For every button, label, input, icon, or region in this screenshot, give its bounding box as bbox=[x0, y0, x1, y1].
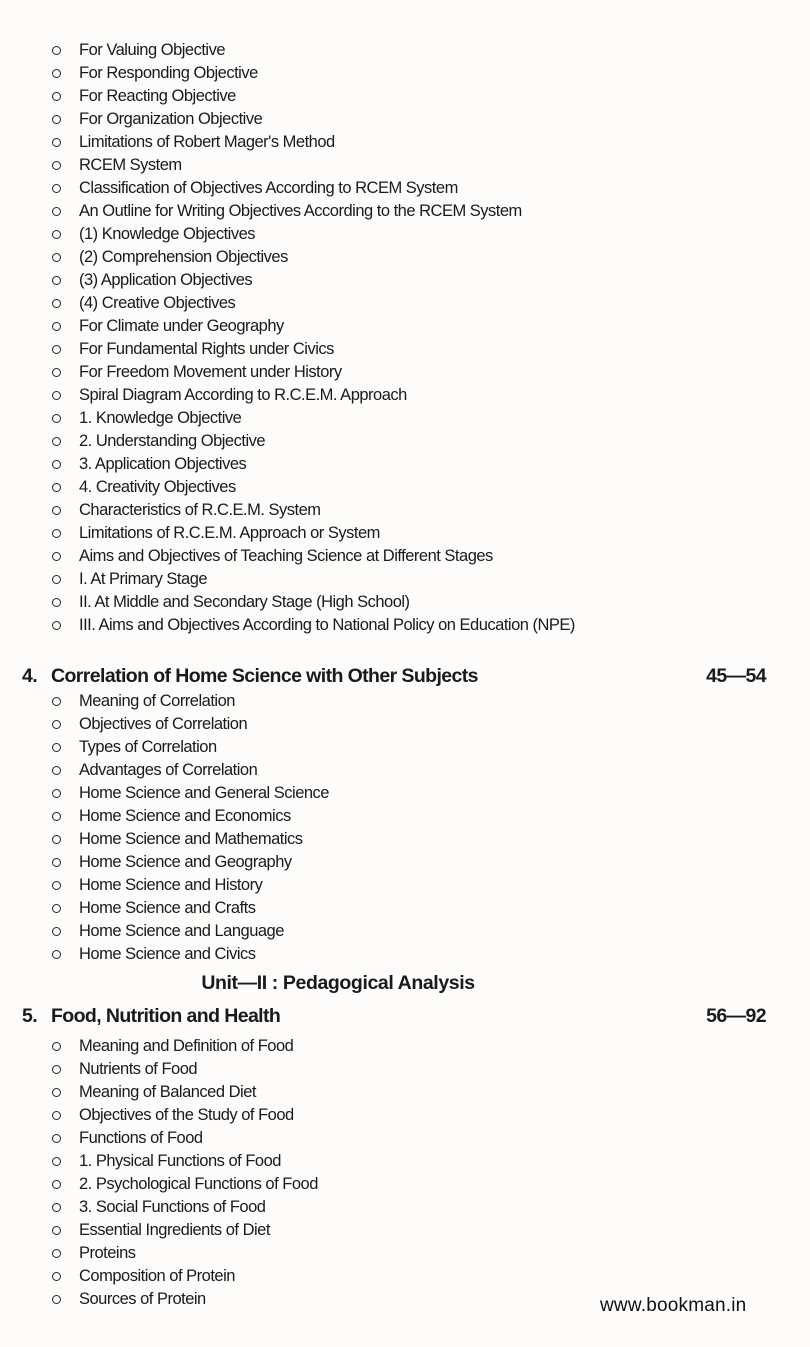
toc-item-text: Home Science and Economics bbox=[79, 807, 291, 825]
circle-bullet-icon bbox=[52, 506, 61, 515]
toc-item bbox=[52, 154, 657, 177]
toc-item-text: Meaning and Definition of Food bbox=[79, 1037, 294, 1055]
toc-item bbox=[52, 1150, 318, 1173]
circle-bullet-icon bbox=[52, 812, 61, 821]
circle-bullet-icon bbox=[52, 1042, 61, 1051]
circle-bullet-icon bbox=[52, 1111, 61, 1120]
toc-item bbox=[52, 1035, 318, 1058]
toc-item-text: An Outline for Writing Objectives According to the RCEM System bbox=[79, 202, 522, 220]
toc-item bbox=[52, 476, 657, 499]
toc-item-text: (1) Knowledge Objectives bbox=[79, 225, 256, 243]
chapter-number: 5. bbox=[22, 1005, 38, 1027]
circle-bullet-icon bbox=[52, 253, 61, 262]
circle-bullet-icon bbox=[52, 391, 61, 400]
toc-item bbox=[52, 1127, 318, 1150]
circle-bullet-icon bbox=[52, 345, 61, 354]
toc-item-text: Proteins bbox=[79, 1244, 136, 1262]
toc-item-text: 3. Social Functions of Food bbox=[79, 1198, 266, 1216]
toc-item-text: 1. Knowledge Objective bbox=[79, 409, 242, 427]
toc-item-text: For Climate under Geography bbox=[79, 317, 284, 335]
toc-item-text: I. At Primary Stage bbox=[79, 570, 208, 588]
toc-item-text: 2. Psychological Functions of Food bbox=[79, 1175, 318, 1193]
contents-list-continued bbox=[52, 39, 657, 637]
toc-item-text: (3) Application Objectives bbox=[79, 271, 253, 289]
toc-item-text: RCEM System bbox=[79, 156, 182, 174]
circle-bullet-icon bbox=[52, 69, 61, 78]
toc-item-text: For Freedom Movement under History bbox=[79, 363, 342, 381]
toc-item-text: Composition of Protein bbox=[79, 1267, 235, 1285]
chapter-pages: 45—54 bbox=[706, 665, 766, 687]
toc-item-text: For Reacting Objective bbox=[79, 87, 236, 105]
circle-bullet-icon bbox=[52, 1134, 61, 1143]
toc-item-text: Types of Correlation bbox=[79, 738, 217, 756]
toc-item bbox=[52, 920, 329, 943]
toc-item bbox=[52, 805, 329, 828]
toc-item bbox=[52, 384, 657, 407]
chapter-title: Correlation of Home Science with Other Subjects bbox=[51, 665, 478, 687]
circle-bullet-icon bbox=[52, 460, 61, 469]
toc-item-text: Home Science and History bbox=[79, 876, 263, 894]
toc-item bbox=[52, 453, 657, 476]
toc-item-text: Limitations of Robert Mager's Method bbox=[79, 133, 335, 151]
circle-bullet-icon bbox=[52, 437, 61, 446]
circle-bullet-icon bbox=[52, 697, 61, 706]
toc-item bbox=[52, 292, 657, 315]
circle-bullet-icon bbox=[52, 858, 61, 867]
toc-item bbox=[52, 736, 329, 759]
toc-item-text: Home Science and Language bbox=[79, 922, 284, 940]
circle-bullet-icon bbox=[52, 1272, 61, 1281]
circle-bullet-icon bbox=[52, 1226, 61, 1235]
toc-item-text: For Valuing Objective bbox=[79, 41, 226, 59]
circle-bullet-icon bbox=[52, 950, 61, 959]
toc-item-text: Home Science and Geography bbox=[79, 853, 292, 871]
toc-item bbox=[52, 1265, 318, 1288]
toc-item-text: For Responding Objective bbox=[79, 64, 258, 82]
toc-item bbox=[52, 499, 657, 522]
toc-item bbox=[52, 1058, 318, 1081]
toc-item bbox=[52, 1196, 318, 1219]
toc-item-text: Classification of Objectives According to RCEM System bbox=[79, 179, 458, 197]
circle-bullet-icon bbox=[52, 575, 61, 584]
circle-bullet-icon bbox=[52, 881, 61, 890]
toc-item bbox=[52, 943, 329, 966]
toc-item-text: Limitations of R.C.E.M. Approach or System bbox=[79, 524, 380, 542]
toc-item-text: II. At Middle and Secondary Stage (High School) bbox=[79, 593, 410, 611]
circle-bullet-icon bbox=[52, 161, 61, 170]
toc-item bbox=[52, 1288, 318, 1311]
chapter-number: 4. bbox=[22, 665, 38, 687]
circle-bullet-icon bbox=[52, 789, 61, 798]
chapter-pages: 56—92 bbox=[706, 1005, 766, 1027]
toc-item-text: For Fundamental Rights under Civics bbox=[79, 340, 334, 358]
circle-bullet-icon bbox=[52, 835, 61, 844]
circle-bullet-icon bbox=[52, 368, 61, 377]
toc-item-text: III. Aims and Objectives According to National Policy on Education (NPE) bbox=[79, 616, 575, 634]
toc-item bbox=[52, 522, 657, 545]
toc-item bbox=[52, 315, 657, 338]
toc-item bbox=[52, 1242, 318, 1265]
toc-item-text: 3. Application Objectives bbox=[79, 455, 247, 473]
circle-bullet-icon bbox=[52, 207, 61, 216]
circle-bullet-icon bbox=[52, 1157, 61, 1166]
circle-bullet-icon bbox=[52, 1203, 61, 1212]
toc-item bbox=[52, 1081, 318, 1104]
circle-bullet-icon bbox=[52, 766, 61, 775]
toc-item-text: Characteristics of R.C.E.M. System bbox=[79, 501, 321, 519]
chapter-4-topics bbox=[52, 690, 329, 966]
toc-item-text: For Organization Objective bbox=[79, 110, 263, 128]
toc-item-text: 4. Creativity Objectives bbox=[79, 478, 236, 496]
toc-item bbox=[52, 713, 329, 736]
unit-heading: Unit—II : Pedagogical Analysis bbox=[201, 972, 475, 994]
circle-bullet-icon bbox=[52, 904, 61, 913]
toc-item-text: (2) Comprehension Objectives bbox=[79, 248, 288, 266]
toc-item bbox=[52, 361, 657, 384]
circle-bullet-icon bbox=[52, 92, 61, 101]
circle-bullet-icon bbox=[52, 1088, 61, 1097]
toc-item-text: Functions of Food bbox=[79, 1129, 203, 1147]
toc-item bbox=[52, 851, 329, 874]
toc-item-text: 2. Understanding Objective bbox=[79, 432, 266, 450]
toc-item-text: Aims and Objectives of Teaching Science at Different Stages bbox=[79, 547, 493, 565]
toc-item bbox=[52, 1173, 318, 1196]
toc-item-text: Meaning of Correlation bbox=[79, 692, 235, 710]
toc-item bbox=[52, 246, 657, 269]
toc-item bbox=[52, 1219, 318, 1242]
toc-item-text: Spiral Diagram According to R.C.E.M. Approach bbox=[79, 386, 407, 404]
toc-item-text: Meaning of Balanced Diet bbox=[79, 1083, 256, 1101]
circle-bullet-icon bbox=[52, 743, 61, 752]
toc-item-text: Home Science and Mathematics bbox=[79, 830, 303, 848]
circle-bullet-icon bbox=[52, 299, 61, 308]
toc-item-text: 1. Physical Functions of Food bbox=[79, 1152, 281, 1170]
chapter-5-topics bbox=[52, 1035, 318, 1311]
circle-bullet-icon bbox=[52, 529, 61, 538]
toc-item bbox=[52, 177, 657, 200]
circle-bullet-icon bbox=[52, 927, 61, 936]
circle-bullet-icon bbox=[52, 414, 61, 423]
circle-bullet-icon bbox=[52, 1180, 61, 1189]
circle-bullet-icon bbox=[52, 115, 61, 124]
toc-item bbox=[52, 39, 657, 62]
toc-item bbox=[52, 269, 657, 292]
chapter-heading-5 bbox=[22, 1005, 766, 1031]
toc-item-text: Home Science and General Science bbox=[79, 784, 329, 802]
toc-item bbox=[52, 407, 657, 430]
circle-bullet-icon bbox=[52, 1065, 61, 1074]
toc-item bbox=[52, 108, 657, 131]
toc-item bbox=[52, 568, 657, 591]
chapter-title: Food, Nutrition and Health bbox=[51, 1005, 281, 1027]
toc-item bbox=[52, 1104, 318, 1127]
toc-item bbox=[52, 828, 329, 851]
circle-bullet-icon bbox=[52, 184, 61, 193]
circle-bullet-icon bbox=[52, 46, 61, 55]
circle-bullet-icon bbox=[52, 1249, 61, 1258]
toc-item-text: Advantages of Correlation bbox=[79, 761, 258, 779]
circle-bullet-icon bbox=[52, 230, 61, 239]
toc-item-text: Home Science and Crafts bbox=[79, 899, 256, 917]
circle-bullet-icon bbox=[52, 552, 61, 561]
toc-item-text: Home Science and Civics bbox=[79, 945, 256, 963]
circle-bullet-icon bbox=[52, 1295, 61, 1304]
circle-bullet-icon bbox=[52, 138, 61, 147]
toc-item bbox=[52, 545, 657, 568]
toc-item-text: Objectives of the Study of Food bbox=[79, 1106, 294, 1124]
toc-item bbox=[52, 759, 329, 782]
toc-item bbox=[52, 131, 657, 154]
toc-item-text: Nutrients of Food bbox=[79, 1060, 198, 1078]
circle-bullet-icon bbox=[52, 322, 61, 331]
toc-item bbox=[52, 85, 657, 108]
toc-item bbox=[52, 200, 657, 223]
toc-item bbox=[52, 591, 657, 614]
toc-item bbox=[52, 874, 329, 897]
toc-item bbox=[52, 223, 657, 246]
toc-item-text: (4) Creative Objectives bbox=[79, 294, 236, 312]
toc-item bbox=[52, 430, 657, 453]
toc-item bbox=[52, 614, 657, 637]
toc-item bbox=[52, 690, 329, 713]
toc-item-text: Objectives of Correlation bbox=[79, 715, 248, 733]
chapter-heading-4 bbox=[22, 665, 766, 691]
circle-bullet-icon bbox=[52, 621, 61, 630]
website-link[interactable]: www.bookman.in bbox=[600, 1295, 747, 1316]
circle-bullet-icon bbox=[52, 720, 61, 729]
circle-bullet-icon bbox=[52, 276, 61, 285]
toc-item bbox=[52, 897, 329, 920]
toc-item-text: Sources of Protein bbox=[79, 1290, 206, 1308]
toc-item-text: Essential Ingredients of Diet bbox=[79, 1221, 270, 1239]
toc-item bbox=[52, 62, 657, 85]
circle-bullet-icon bbox=[52, 598, 61, 607]
toc-item bbox=[52, 338, 657, 361]
circle-bullet-icon bbox=[52, 483, 61, 492]
toc-item bbox=[52, 782, 329, 805]
